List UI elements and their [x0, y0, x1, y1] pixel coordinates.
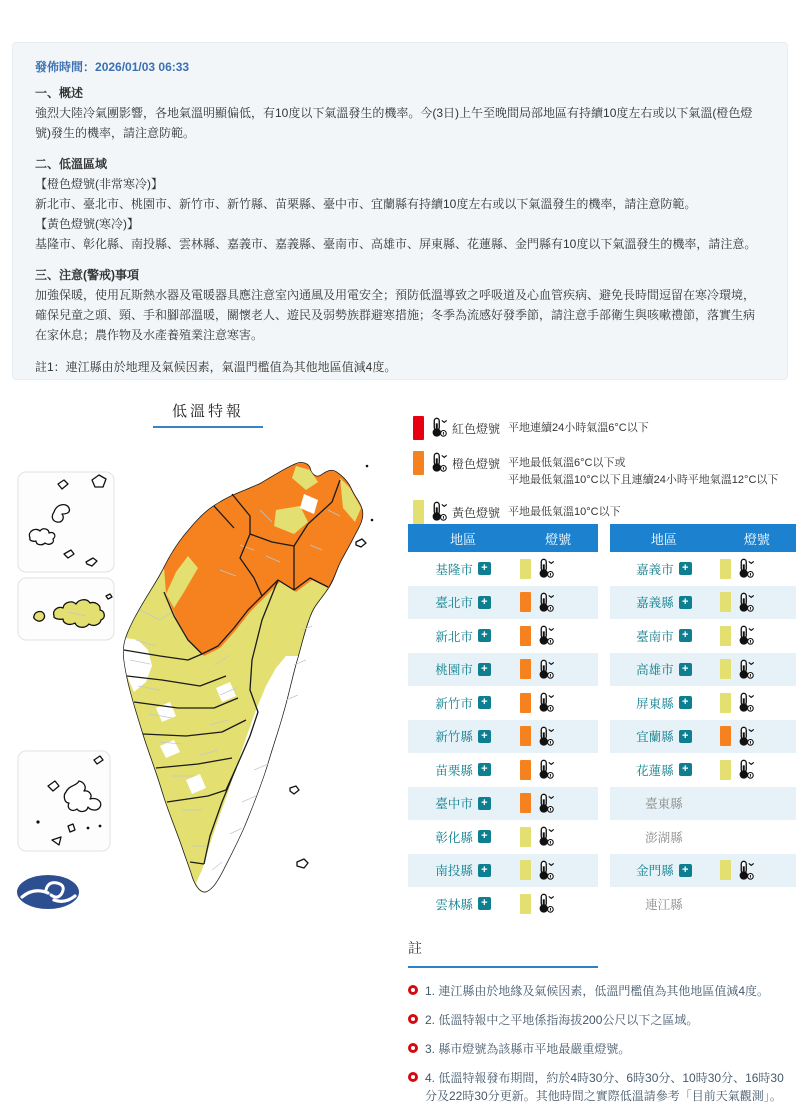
- thermometer-icon: [735, 691, 755, 714]
- region-link[interactable]: 彰化縣: [435, 830, 473, 845]
- table-row: [408, 619, 598, 653]
- table-row: [610, 619, 796, 653]
- cwb-logo: [17, 875, 79, 909]
- expand-plus-icon[interactable]: +: [478, 596, 491, 609]
- notes-section: [408, 938, 794, 1116]
- orange-signal-header: 【橙色燈號(非常寒冷)】: [35, 177, 163, 191]
- expand-plus-icon[interactable]: +: [679, 629, 692, 642]
- header-signal: 燈號: [545, 531, 572, 547]
- advisory-footnote: 註1：連江縣由於地理及氣候因素，氣溫門檻值為其他地區值減4度。: [35, 360, 397, 374]
- orchid-island: [297, 859, 308, 868]
- legend-signal-desc: 平地連續24小時氣溫6°C以下: [508, 422, 649, 434]
- note-text: 1. 連江縣由於地緣及氣候因素，低溫門檻值為其他地區值減4度。: [425, 984, 770, 998]
- thermometer-icon: [735, 725, 755, 748]
- note-item: [408, 1040, 794, 1058]
- region-link[interactable]: 桃園市: [435, 663, 473, 678]
- region-link[interactable]: 高雄市: [636, 663, 674, 678]
- region-label: 連江縣: [645, 897, 683, 912]
- table-row: [408, 753, 598, 787]
- table-row: [610, 753, 796, 787]
- signal-cell: [718, 557, 796, 580]
- table-row: [610, 887, 796, 921]
- legend-signal-name: 黃色燈號: [452, 506, 501, 520]
- region-link[interactable]: 金門縣: [636, 864, 674, 879]
- legend-row: [413, 451, 796, 489]
- thermometer-icon: [535, 591, 555, 614]
- region-link[interactable]: 雲林縣: [435, 897, 473, 912]
- signal-color-chip: [720, 693, 731, 713]
- legend-signal-name: 橙色燈號: [452, 457, 501, 471]
- region-link[interactable]: 南投縣: [435, 864, 473, 879]
- advisory-text-box: [12, 42, 788, 380]
- expand-plus-icon[interactable]: +: [679, 696, 692, 709]
- note-text: 4. 低溫特報發布期間，約於4時30分、6時30分、10時30分、16時30分及22時30分更新。其他時間之實際低溫請參考「目前天氣觀測」。: [425, 1071, 784, 1103]
- note-bullet-icon: [408, 1043, 418, 1053]
- signal-color-chip: [520, 760, 531, 780]
- signal-color-chip: [520, 860, 531, 880]
- expand-plus-icon[interactable]: +: [478, 797, 491, 810]
- signal-color-chip: [520, 894, 531, 914]
- legend-row: [413, 500, 796, 524]
- note-item: [408, 982, 794, 1000]
- signal-cell: [518, 658, 598, 681]
- inset-penghu: [18, 751, 110, 851]
- region-link[interactable]: 新北市: [435, 629, 473, 644]
- region-link[interactable]: 新竹市: [435, 696, 473, 711]
- note-text: 3. 縣市燈號為該縣市平地最嚴重燈號。: [425, 1042, 631, 1056]
- guishan-islet: [356, 539, 366, 547]
- orange-signal-body: 新北市、臺北市、桃園市、新竹市、新竹縣、苗栗縣、臺中市、宜蘭縣有持續10度左右或以下氣溫發生的機率，請注意防範。: [35, 197, 697, 211]
- region-link[interactable]: 新竹縣: [435, 730, 473, 745]
- signal-color-chip: [720, 860, 731, 880]
- table-header: [610, 524, 796, 552]
- signal-cell: [718, 859, 796, 882]
- thermometer-icon: [735, 758, 755, 781]
- thermometer-icon: [535, 624, 555, 647]
- signal-cell: [518, 825, 598, 848]
- thermometer-icon: [428, 500, 448, 523]
- signal-color-chip: [720, 726, 731, 746]
- map-title: 低溫特報: [153, 400, 263, 428]
- note-bullet-icon: [408, 985, 418, 995]
- table-row: [610, 586, 796, 620]
- signal-color-chip: [720, 659, 731, 679]
- expand-plus-icon[interactable]: +: [679, 596, 692, 609]
- table-row: [610, 686, 796, 720]
- expand-plus-icon[interactable]: +: [478, 629, 491, 642]
- table-row: [610, 787, 796, 821]
- signal-color-chip: [720, 760, 731, 780]
- expand-plus-icon[interactable]: +: [478, 864, 491, 877]
- signal-table-left: [408, 524, 598, 921]
- legend-row: [413, 416, 796, 440]
- region-label: 臺東縣: [645, 797, 683, 812]
- expand-plus-icon[interactable]: +: [478, 696, 491, 709]
- thermometer-icon: [428, 451, 448, 474]
- section3-title: 三、注意(警戒)事項: [35, 268, 139, 282]
- signal-cell: [518, 892, 598, 915]
- expand-plus-icon[interactable]: +: [478, 830, 491, 843]
- yellow-signal-body: 基隆市、彰化縣、南投縣、雲林縣、嘉義市、嘉義縣、臺南市、高雄市、屏東縣、花蓮縣、金門縣有10度以下氣溫發生的機率，請注意。: [35, 237, 757, 251]
- thermometer-icon: [735, 624, 755, 647]
- signal-table-right: [610, 524, 796, 921]
- expand-plus-icon[interactable]: +: [679, 562, 692, 575]
- signal-cell: [718, 691, 796, 714]
- thermometer-icon: [535, 792, 555, 815]
- signal-cell: [718, 725, 796, 748]
- signal-color-chip: [520, 659, 531, 679]
- thermometer-icon: [735, 859, 755, 882]
- table-row: [408, 787, 598, 821]
- table-row: [408, 887, 598, 921]
- table-row: [610, 854, 796, 888]
- region-link[interactable]: 嘉義縣: [636, 596, 674, 611]
- table-row: [408, 820, 598, 854]
- signal-cell: [518, 859, 598, 882]
- legend-signal-desc: 平地最低氣溫10°C以下: [508, 506, 621, 518]
- thermometer-icon: [535, 758, 555, 781]
- signal-cell: [718, 624, 796, 647]
- note-bullet-icon: [408, 1072, 418, 1082]
- region-link[interactable]: 臺南市: [636, 629, 674, 644]
- thermometer-icon: [535, 859, 555, 882]
- table-row: [610, 720, 796, 754]
- note-text: 2. 低溫特報中之平地係指海拔200公尺以下之區域。: [425, 1013, 699, 1027]
- signal-color-chip: [520, 592, 531, 612]
- inset-matsu: [18, 472, 114, 572]
- signal-cell: [518, 792, 598, 815]
- region-link[interactable]: 嘉義市: [636, 562, 674, 577]
- region-link[interactable]: 臺中市: [435, 797, 473, 812]
- signal-color-chip: [520, 726, 531, 746]
- table-row: [408, 653, 598, 687]
- table-row: [610, 820, 796, 854]
- thermometer-icon: [735, 591, 755, 614]
- thermometer-icon: [735, 658, 755, 681]
- signal-color-chip: [413, 416, 424, 440]
- signal-cell: [718, 658, 796, 681]
- notes-title: 註: [408, 940, 422, 956]
- thermometer-icon: [428, 416, 448, 439]
- islet-dot: [366, 465, 369, 468]
- publish-time: 發佈時間：2026/01/03 06:33: [35, 60, 190, 74]
- yellow-signal-header: 【黃色燈號(寒冷)】: [35, 217, 139, 231]
- region-label: 澎湖縣: [645, 830, 683, 845]
- region-link[interactable]: 屏東縣: [636, 696, 674, 711]
- thermometer-icon: [735, 557, 755, 580]
- signal-color-chip: [413, 500, 424, 524]
- signal-color-chip: [520, 793, 531, 813]
- region-link[interactable]: 花蓮縣: [636, 763, 674, 778]
- section1-body: 強烈大陸冷氣團影響，各地氣溫明顯偏低，有10度以下氣溫發生的機率。今(3日)上午至晚間局部地區有持續10度左右或以下氣溫(橙色燈號)發生的機率，請注意防範。: [35, 106, 753, 140]
- signal-cell: [518, 725, 598, 748]
- expand-plus-icon[interactable]: +: [679, 763, 692, 776]
- islet-dot: [371, 519, 374, 522]
- green-island: [290, 786, 299, 794]
- expand-plus-icon[interactable]: +: [478, 730, 491, 743]
- signal-color-chip: [520, 626, 531, 646]
- thermometer-icon: [535, 658, 555, 681]
- table-row: [408, 854, 598, 888]
- signal-cell: [518, 591, 598, 614]
- notes-underline: [408, 966, 598, 968]
- signal-color-chip: [520, 559, 531, 579]
- table-row: [610, 552, 796, 586]
- thermometer-icon: [535, 725, 555, 748]
- region-link[interactable]: 宜蘭縣: [636, 730, 674, 745]
- region-link[interactable]: 苗栗縣: [435, 763, 473, 778]
- signal-cell: [718, 591, 796, 614]
- expand-plus-icon[interactable]: +: [679, 730, 692, 743]
- note-bullet-icon: [408, 1014, 418, 1024]
- note-item: [408, 1011, 794, 1029]
- signal-color-chip: [720, 592, 731, 612]
- thermometer-icon: [535, 892, 555, 915]
- signal-color-chip: [520, 827, 531, 847]
- signal-cell: [718, 758, 796, 781]
- expand-plus-icon[interactable]: +: [679, 663, 692, 676]
- section1-title: 一、概述: [35, 86, 84, 100]
- signal-cell: [518, 557, 598, 580]
- note-item: [408, 1069, 794, 1105]
- table-row: [408, 552, 598, 586]
- legend-signal-name: 紅色燈號: [452, 422, 501, 436]
- table-row: [408, 720, 598, 754]
- expand-plus-icon[interactable]: +: [478, 562, 491, 575]
- expand-plus-icon[interactable]: +: [478, 763, 491, 776]
- table-row: [610, 653, 796, 687]
- signal-color-chip: [720, 559, 731, 579]
- header-signal: 燈號: [743, 531, 770, 547]
- signal-color-chip: [413, 451, 424, 475]
- legend-signal-desc: 平地最低氣溫6°C以下或 平地最低氣溫10°C以下且連續24小時平地氣溫12°C以下: [508, 457, 779, 486]
- header-region: 地區: [450, 531, 477, 547]
- expand-plus-icon[interactable]: +: [478, 663, 491, 676]
- inset-kinmen: [18, 578, 114, 640]
- thermometer-icon: [535, 825, 555, 848]
- header-region: 地區: [650, 531, 677, 547]
- signal-cell: [518, 624, 598, 647]
- table-row: [408, 586, 598, 620]
- section3-body: 加強保暖，使用瓦斯熱水器及電暖器具應注意室內通風及用電安全；預防低溫導致之呼吸道及心血管疾病、避免長時間逗留在寒冷環境，確保兒童之頭、頸、手和腳部溫暖，關懷老人、遊民及弱勢族群避寒措施；冬季為流感好發季節，請注意手部衛生與咳嗽禮節，落實生病在家休息；農作物及水產養殖業注意寒害。: [35, 288, 756, 342]
- signal-cell: [518, 758, 598, 781]
- thermometer-icon: [535, 691, 555, 714]
- table-row: [408, 686, 598, 720]
- region-link[interactable]: 基隆市: [435, 562, 473, 577]
- taiwan-warning-map[interactable]: [10, 450, 400, 920]
- signal-cell: [518, 691, 598, 714]
- expand-plus-icon[interactable]: +: [679, 864, 692, 877]
- thermometer-icon: [535, 557, 555, 580]
- table-header: [408, 524, 598, 552]
- expand-plus-icon[interactable]: +: [478, 897, 491, 910]
- region-link[interactable]: 臺北市: [435, 596, 473, 611]
- signal-color-chip: [720, 626, 731, 646]
- signal-color-chip: [520, 693, 531, 713]
- section2-title: 二、低溫區域: [35, 157, 108, 171]
- signal-legend: [413, 416, 796, 535]
